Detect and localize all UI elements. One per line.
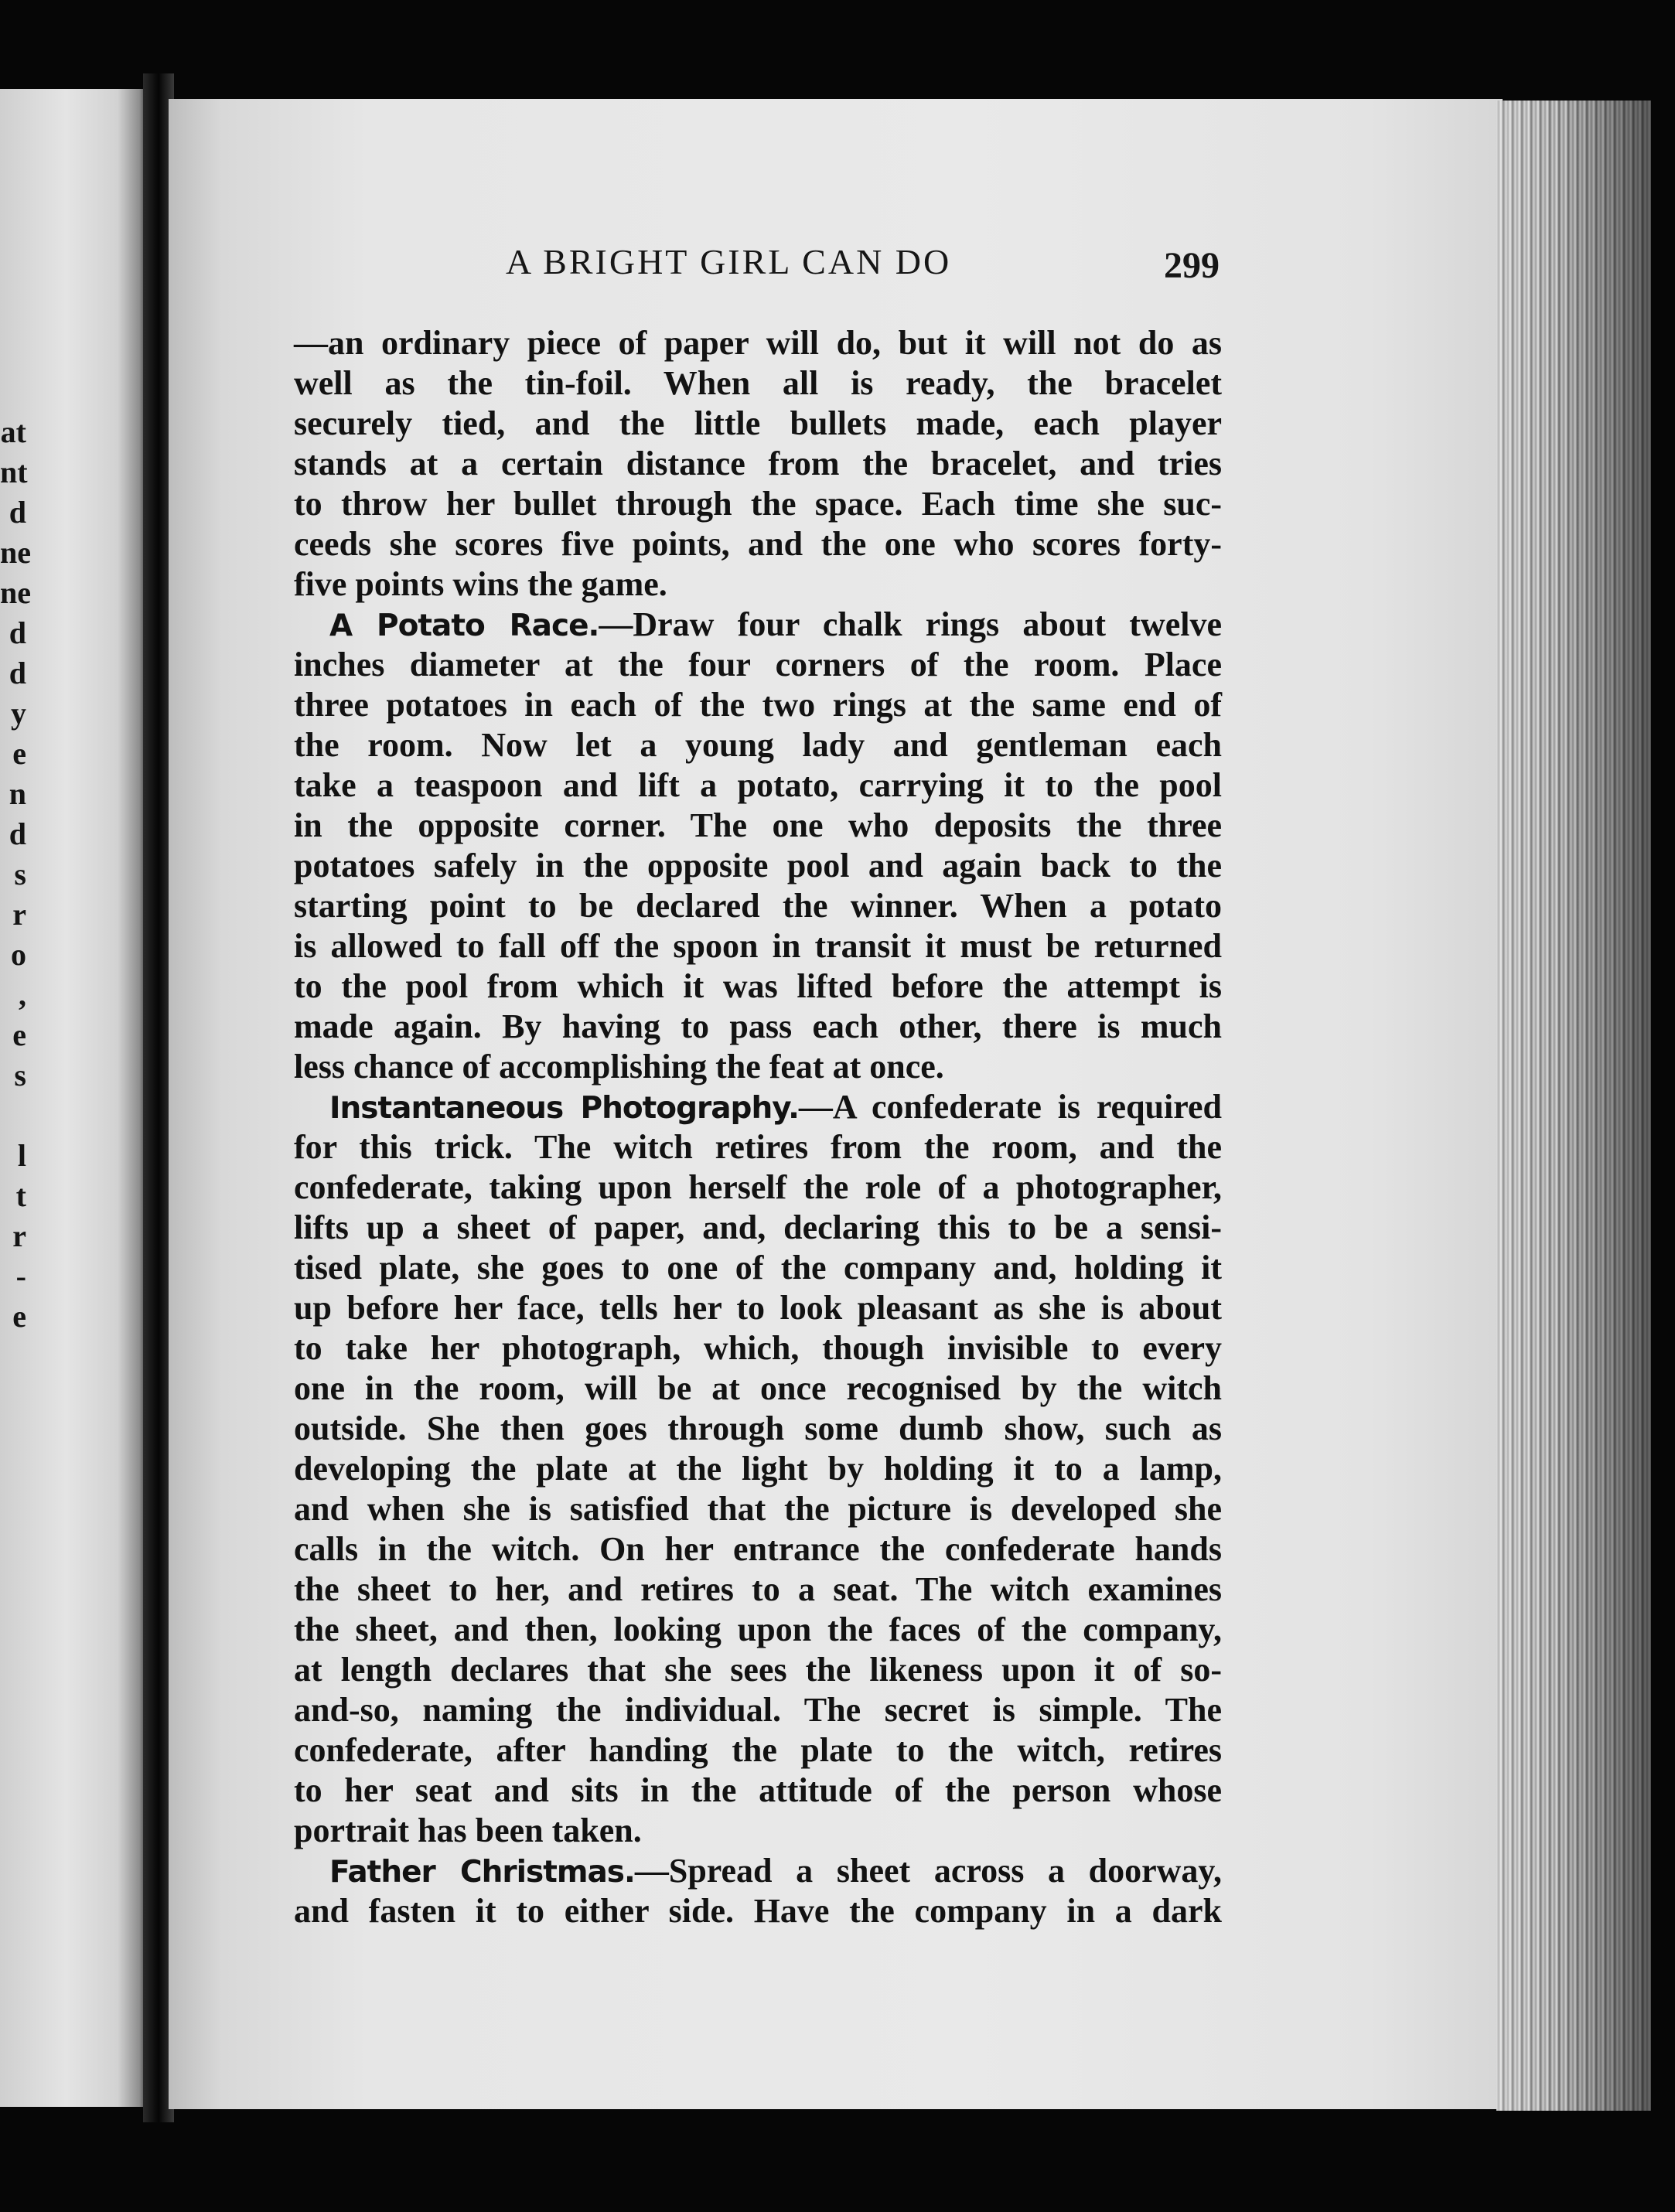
line-text: up before her face, tells her to look pleasant as she is about xyxy=(294,1289,1222,1327)
text-line xyxy=(294,1489,1222,1529)
text-line xyxy=(294,1610,1222,1650)
text-line xyxy=(294,685,1222,725)
text-line xyxy=(294,966,1222,1007)
line-text: to throw her bullet through the space. Each time she suc- xyxy=(294,485,1222,523)
line-text: for this trick. The witch retires from the room, and the xyxy=(294,1128,1222,1166)
line-text: stands at a certain distance from the bracelet, and tries xyxy=(294,445,1222,482)
line-text: to her seat and sits in the attitude of the person whose xyxy=(294,1771,1222,1809)
line-text: ceeds she scores five points, and the one who scores forty- xyxy=(294,525,1222,563)
text-line xyxy=(294,1529,1222,1570)
previous-page-fragment: d xyxy=(9,615,26,650)
paragraph xyxy=(294,605,1222,1087)
line-text: is allowed to fall off the spoon in transit it must be returned xyxy=(294,927,1222,965)
text-line xyxy=(294,564,1222,605)
previous-page-fragment: s xyxy=(14,857,26,891)
text-line xyxy=(294,645,1222,685)
line-text: to take her photograph, which, though invisible to every xyxy=(294,1329,1222,1367)
line-text: confederate, taking upon herself the role of a photographer, xyxy=(294,1168,1222,1206)
line-text: one in the room, will be at once recognised by the witch xyxy=(294,1369,1222,1407)
line-text: less chance of accomplishing the feat at once. xyxy=(294,1048,944,1086)
page-number: 299 xyxy=(1164,245,1220,286)
previous-page-fragment: n xyxy=(9,776,26,811)
text-line xyxy=(294,1328,1222,1368)
previous-page-fragment: at xyxy=(0,414,26,449)
text-line xyxy=(294,1891,1222,1931)
previous-page-fragment: r xyxy=(12,1218,26,1253)
text-line xyxy=(294,926,1222,966)
previous-page-fragment: t xyxy=(15,1178,26,1213)
previous-page-fragment: e xyxy=(12,1017,26,1052)
previous-page-fragment xyxy=(0,1096,26,1136)
text-line xyxy=(294,1087,1222,1127)
line-text: —Draw four chalk rings about twelve xyxy=(599,605,1222,643)
text-line xyxy=(294,1771,1222,1811)
line-text: and fasten it to either side. Have the company in a dark xyxy=(294,1892,1222,1930)
running-head xyxy=(0,241,1675,295)
text-line xyxy=(294,1007,1222,1047)
text-line xyxy=(294,886,1222,926)
line-text: the sheet to her, and retires to a seat. The witch examines xyxy=(294,1570,1222,1608)
line-text: portrait has been taken. xyxy=(294,1812,642,1849)
previous-page-fragment: o xyxy=(11,937,26,972)
previous-page-edge xyxy=(0,89,147,2107)
line-text: potatoes safely in the opposite pool and again back to the xyxy=(294,847,1222,884)
previous-page-fragment: d xyxy=(9,656,26,690)
line-text: outside. She then goes through some dumb show, such as xyxy=(294,1409,1222,1447)
text-line xyxy=(294,1368,1222,1409)
text-line xyxy=(294,1288,1222,1328)
text-line xyxy=(294,1690,1222,1730)
text-line xyxy=(294,1047,1222,1087)
line-text: —an ordinary piece of paper will do, but it will not do as xyxy=(294,324,1222,362)
line-text: the sheet, and then, looking upon the faces of the company, xyxy=(294,1610,1222,1648)
text-line xyxy=(294,524,1222,564)
previous-page-line-endings xyxy=(0,412,31,1337)
text-line xyxy=(294,1208,1222,1248)
text-line xyxy=(294,1167,1222,1208)
previous-page-fragment: d xyxy=(9,816,26,851)
line-text: securely tied, and the little bullets made, each player xyxy=(294,404,1222,442)
text-line xyxy=(294,846,1222,886)
previous-page-fragment: s xyxy=(14,1058,26,1092)
previous-page-fragment: e xyxy=(12,736,26,771)
line-text: well as the tin-foil. When all is ready, the bracelet xyxy=(294,364,1222,402)
previous-page-fragment: ne xyxy=(0,575,31,610)
previous-page-fragment: nt xyxy=(0,455,28,489)
line-text: three potatoes in each of the two rings at the same end of xyxy=(294,686,1222,724)
line-text: and when she is satisfied that the picture is developed she xyxy=(294,1490,1222,1528)
previous-page-fragment: ne xyxy=(0,535,31,570)
previous-page-fragment: , xyxy=(19,977,26,1012)
line-text: at length declares that she sees the likeness upon it of so- xyxy=(294,1651,1222,1689)
text-line xyxy=(294,1127,1222,1167)
previous-page-fragment: r xyxy=(12,897,26,932)
text-line xyxy=(294,605,1222,645)
line-text: take a teaspoon and lift a potato, carrying it to the pool xyxy=(294,766,1222,804)
line-text: the room. Now let a young lady and gentleman each xyxy=(294,726,1222,764)
text-line xyxy=(294,1650,1222,1690)
line-text: calls in the witch. On her entrance the confederate hands xyxy=(294,1530,1222,1568)
page-stack-shadow xyxy=(1496,101,1651,2111)
line-text: lifts up a sheet of paper, and, declaring this to be a sensi- xyxy=(294,1208,1222,1246)
text-line xyxy=(294,1409,1222,1449)
line-text: tised plate, she goes to one of the company and, holding it xyxy=(294,1249,1222,1287)
line-text: —A confederate is required xyxy=(798,1088,1222,1126)
previous-page-fragment: e xyxy=(12,1299,26,1334)
line-text: in the opposite corner. The one who deposits the three xyxy=(294,806,1222,844)
previous-page-fragment: l xyxy=(17,1138,26,1173)
text-line xyxy=(294,1449,1222,1489)
text-line xyxy=(294,444,1222,484)
paragraph-heading: Father Christmas. xyxy=(329,1855,635,1890)
paragraph xyxy=(294,1851,1222,1931)
text-line xyxy=(294,404,1222,444)
previous-page-fragment: y xyxy=(11,696,26,731)
text-line xyxy=(294,806,1222,846)
line-text: confederate, after handing the plate to the witch, retires xyxy=(294,1731,1222,1769)
line-text: inches diameter at the four corners of the room. Place xyxy=(294,646,1222,683)
line-text: five points wins the game. xyxy=(294,565,667,603)
paragraph xyxy=(294,1087,1222,1851)
text-line xyxy=(294,484,1222,524)
line-text: —Spread a sheet across a doorway, xyxy=(634,1852,1223,1890)
text-line xyxy=(294,1811,1222,1851)
line-text: made again. By having to pass each other, there is much xyxy=(294,1007,1222,1045)
line-text: developing the plate at the light by holding it to a lamp, xyxy=(294,1450,1222,1488)
previous-page-fragment: - xyxy=(15,1259,26,1293)
text-line xyxy=(294,1730,1222,1771)
body-text xyxy=(294,323,1222,1931)
previous-page-fragment: d xyxy=(9,495,26,530)
paragraph-heading: Instantaneous Photography. xyxy=(329,1091,799,1126)
line-text: and-so, naming the individual. The secret is simple. The xyxy=(294,1691,1222,1729)
running-title: A BRIGHT GIRL CAN DO xyxy=(506,242,952,281)
line-text: to the pool from which it was lifted before the attempt is xyxy=(294,967,1222,1005)
paragraph-heading: A Potato Race. xyxy=(329,608,599,643)
paragraph xyxy=(294,323,1222,605)
text-line xyxy=(294,765,1222,806)
text-line xyxy=(294,363,1222,404)
text-line xyxy=(294,1851,1222,1891)
text-line xyxy=(294,1248,1222,1288)
text-line xyxy=(294,1570,1222,1610)
line-text: starting point to be declared the winner. When a potato xyxy=(294,887,1222,925)
text-line xyxy=(294,323,1222,363)
text-line xyxy=(294,725,1222,765)
